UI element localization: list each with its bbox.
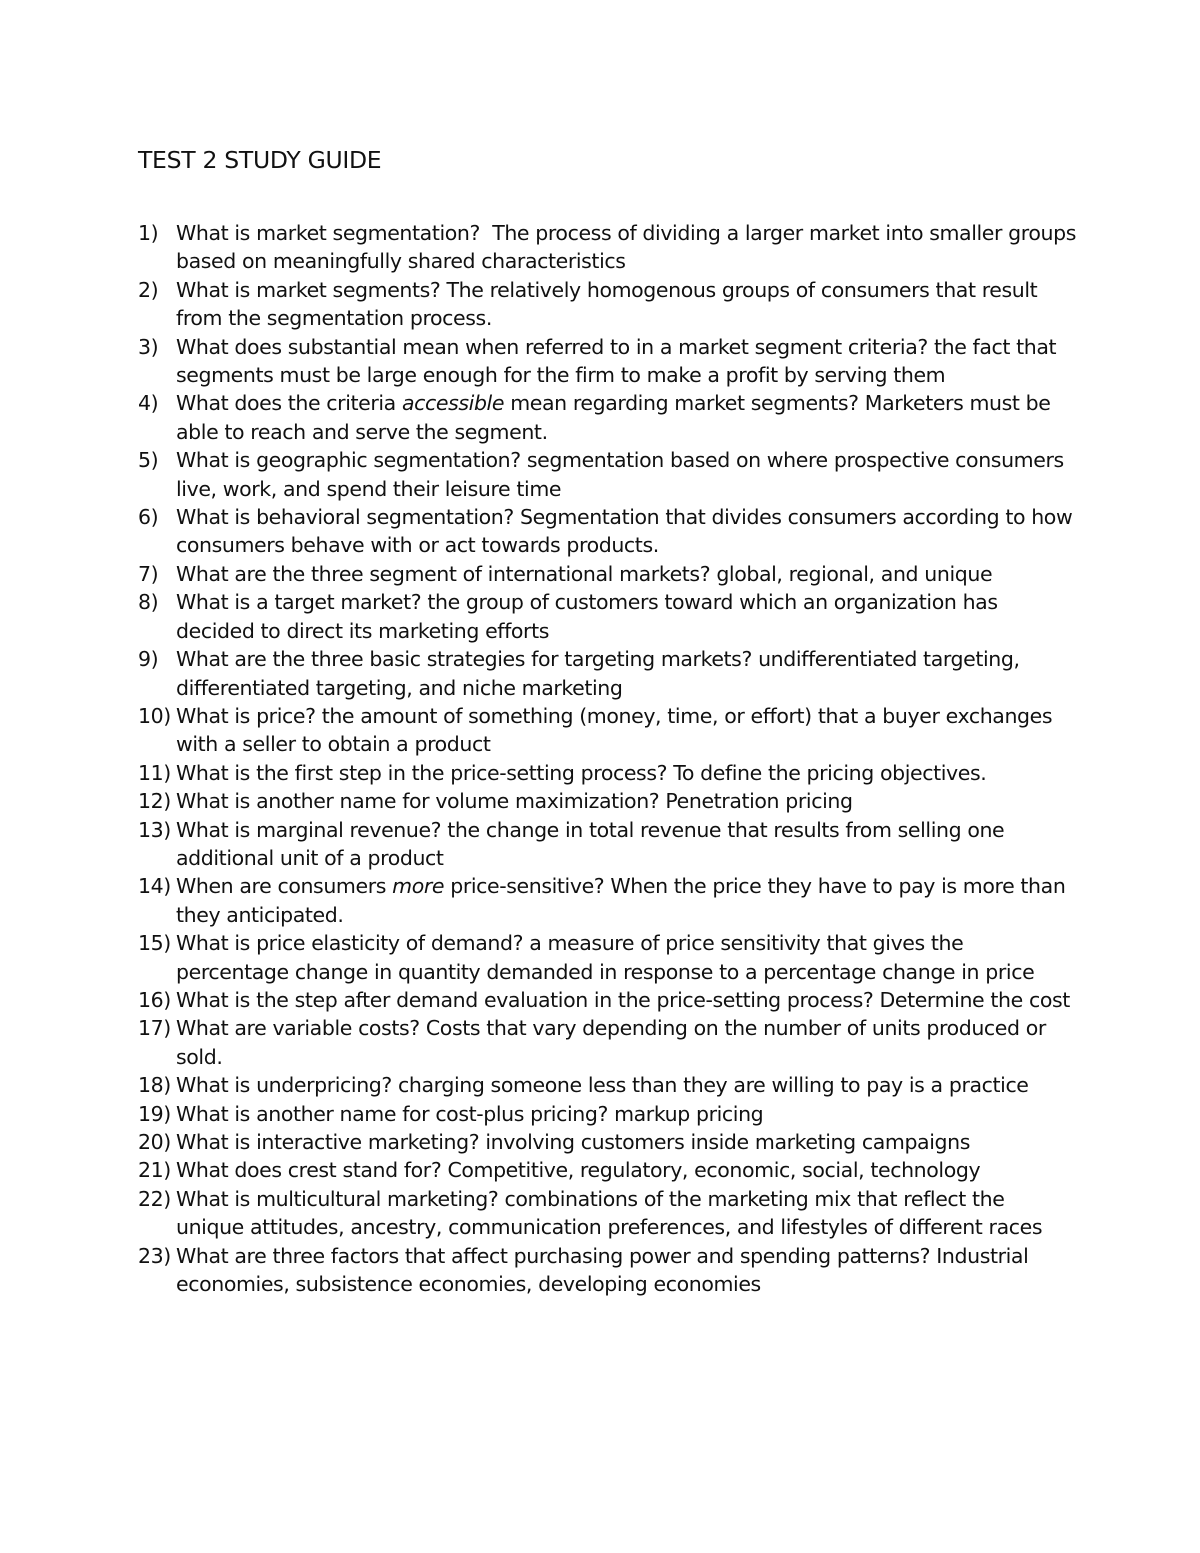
item-number: 3): [138, 334, 159, 359]
page-title: TEST 2 STUDY GUIDE: [138, 146, 382, 174]
question-text: What is market segmentation?: [176, 221, 480, 245]
item-number: 11): [138, 760, 171, 785]
answer-text: a measure of price sensitivity that gives the percentage change in quantity demanded in response to a percentage change in price: [176, 931, 1035, 984]
list-item: [138, 787, 1078, 815]
question-text: What is another name for volume maximization?: [176, 789, 660, 814]
answer-text: Penetration pricing: [665, 789, 853, 814]
question-text: What is the first step in the price-setting process?: [176, 760, 668, 785]
answer-text: Competitive, regulatory, economic, social, technology: [447, 1158, 981, 1183]
question-text: What is behavioral segmentation?: [176, 505, 514, 530]
list-item: [138, 702, 1078, 759]
question-text-end: price-sensitive?: [450, 874, 605, 899]
answer-text: involving customers inside marketing campaigns: [485, 1130, 970, 1154]
list-item: [138, 503, 1078, 560]
question-text: What are the three segment of international markets?: [176, 561, 711, 586]
list-item: [138, 333, 1078, 390]
list-item: [138, 1156, 1078, 1184]
question-text: What does crest stand for?: [176, 1158, 442, 1183]
question-text-end: mean regarding market segments?: [510, 391, 859, 416]
item-number: 8): [138, 590, 159, 615]
question-text-start: What does the criteria: [176, 391, 396, 416]
emphasized-term: accessible: [401, 391, 505, 416]
answer-text: the change in total revenue that results from selling one additional unit of a product: [176, 817, 1005, 870]
item-number: 6): [138, 505, 159, 530]
item-number: 14): [138, 874, 171, 899]
item-number: 21): [138, 1158, 171, 1183]
question-text: What are the three basic strategies for targeting markets?: [176, 647, 752, 672]
item-number: 17): [138, 1016, 171, 1041]
question-text: What is price?: [176, 703, 316, 728]
answer-text: markup pricing: [614, 1101, 764, 1126]
list-item: [138, 1128, 1078, 1156]
list-item: [138, 929, 1078, 986]
answer-text: global, regional, and unique: [716, 561, 993, 586]
question-text: What are three factors that affect purchasing power and spending patterns?: [176, 1243, 931, 1268]
item-number: 5): [138, 448, 159, 473]
question-text-start: When are consumers: [176, 874, 387, 899]
answer-text: The process of dividing a larger market into smaller groups based on meaningfully shared characteristics: [176, 221, 1076, 274]
item-number: 4): [138, 391, 159, 416]
answer-text: Segmentation that divides consumers according to how consumers behave with or act towards products.: [176, 505, 1073, 558]
question-text: What is the step after demand evaluation in the price-setting process?: [176, 987, 874, 1012]
answer-text: To define the pricing objectives.: [673, 760, 987, 785]
item-number: 12): [138, 789, 171, 814]
list-item: [138, 1014, 1078, 1071]
list-item: [138, 1242, 1078, 1299]
answer-text: Costs that vary depending on the number of units produced or sold.: [176, 1016, 1046, 1069]
item-number: 19): [138, 1101, 171, 1126]
answer-text: the group of customers toward which an organization has decided to direct its marketing efforts: [176, 590, 998, 643]
answer-text: Determine the cost: [879, 987, 1070, 1012]
answer-text: When the price they have to pay is more than they anticipated.: [176, 874, 1066, 927]
question-text: What is price elasticity of demand?: [176, 931, 524, 956]
answer-text: the fact that segments must be large enough for the firm to make a profit by serving them: [176, 334, 1057, 388]
answer-text: segmentation based on where prospective consumers live, work, and spend their leisure time: [176, 448, 1064, 501]
answer-text: Industrial economies, subsistence economies, developing economies: [176, 1243, 1029, 1297]
question-text: What is underpricing?: [176, 1073, 392, 1098]
item-number: 2): [138, 277, 159, 302]
item-number: 18): [138, 1073, 171, 1098]
answer-text: Marketers must be able to reach and serve the segment.: [176, 391, 1051, 444]
question-text: What is multicultural marketing?: [176, 1186, 499, 1211]
item-number: 10): [138, 703, 171, 728]
list-item: [138, 645, 1078, 702]
question-text: What are variable costs?: [176, 1016, 420, 1041]
list-item: [138, 1185, 1078, 1242]
emphasized-term: more: [392, 874, 445, 899]
list-item: [138, 446, 1078, 503]
list-item: [138, 276, 1078, 333]
list-item: [138, 1071, 1078, 1099]
list-item: [138, 872, 1078, 929]
item-number: 15): [138, 931, 171, 956]
question-text: What is geographic segmentation?: [176, 448, 521, 473]
question-text: What is marginal revenue?: [176, 817, 442, 842]
question-text: What does substantial mean when referred to in a market segment criteria?: [176, 334, 928, 359]
question-text: What is market segments?: [176, 277, 441, 302]
list-item: [138, 816, 1078, 873]
question-text: What is interactive marketing?: [176, 1130, 480, 1154]
item-number: 16): [138, 987, 171, 1012]
list-item: [138, 219, 1078, 276]
answer-text: undifferentiated targeting, differentiated targeting, and niche marketing: [176, 647, 1020, 700]
list-item: [138, 1100, 1078, 1128]
list-item: [138, 560, 1078, 588]
answer-text: charging someone less than they are willing to pay is a practice: [398, 1073, 1029, 1098]
list-item: [138, 389, 1078, 446]
answer-text: the amount of something (money, time, or effort) that a buyer exchanges with a seller to obtain a product: [176, 703, 1053, 757]
item-number: 23): [138, 1243, 171, 1268]
item-number: 13): [138, 817, 171, 842]
item-number: 22): [138, 1186, 171, 1211]
list-item: [138, 986, 1078, 1014]
list-item: [138, 759, 1078, 787]
question-text: What is a target market?: [176, 590, 422, 615]
answer-text: The relatively homogenous groups of consumers that result from the segmentation process.: [176, 277, 1038, 331]
question-list: [138, 219, 1078, 1298]
answer-text: combinations of the marketing mix that reflect the unique attitudes, ancestry, communication preferences, and lifestyles of different races: [176, 1186, 1043, 1240]
item-number: 7): [138, 561, 159, 586]
list-item: [138, 588, 1078, 645]
item-number: 9): [138, 647, 159, 672]
question-text: What is another name for cost-plus pricing?: [176, 1101, 608, 1126]
item-number: 1): [138, 221, 159, 245]
item-number: 20): [138, 1130, 171, 1154]
